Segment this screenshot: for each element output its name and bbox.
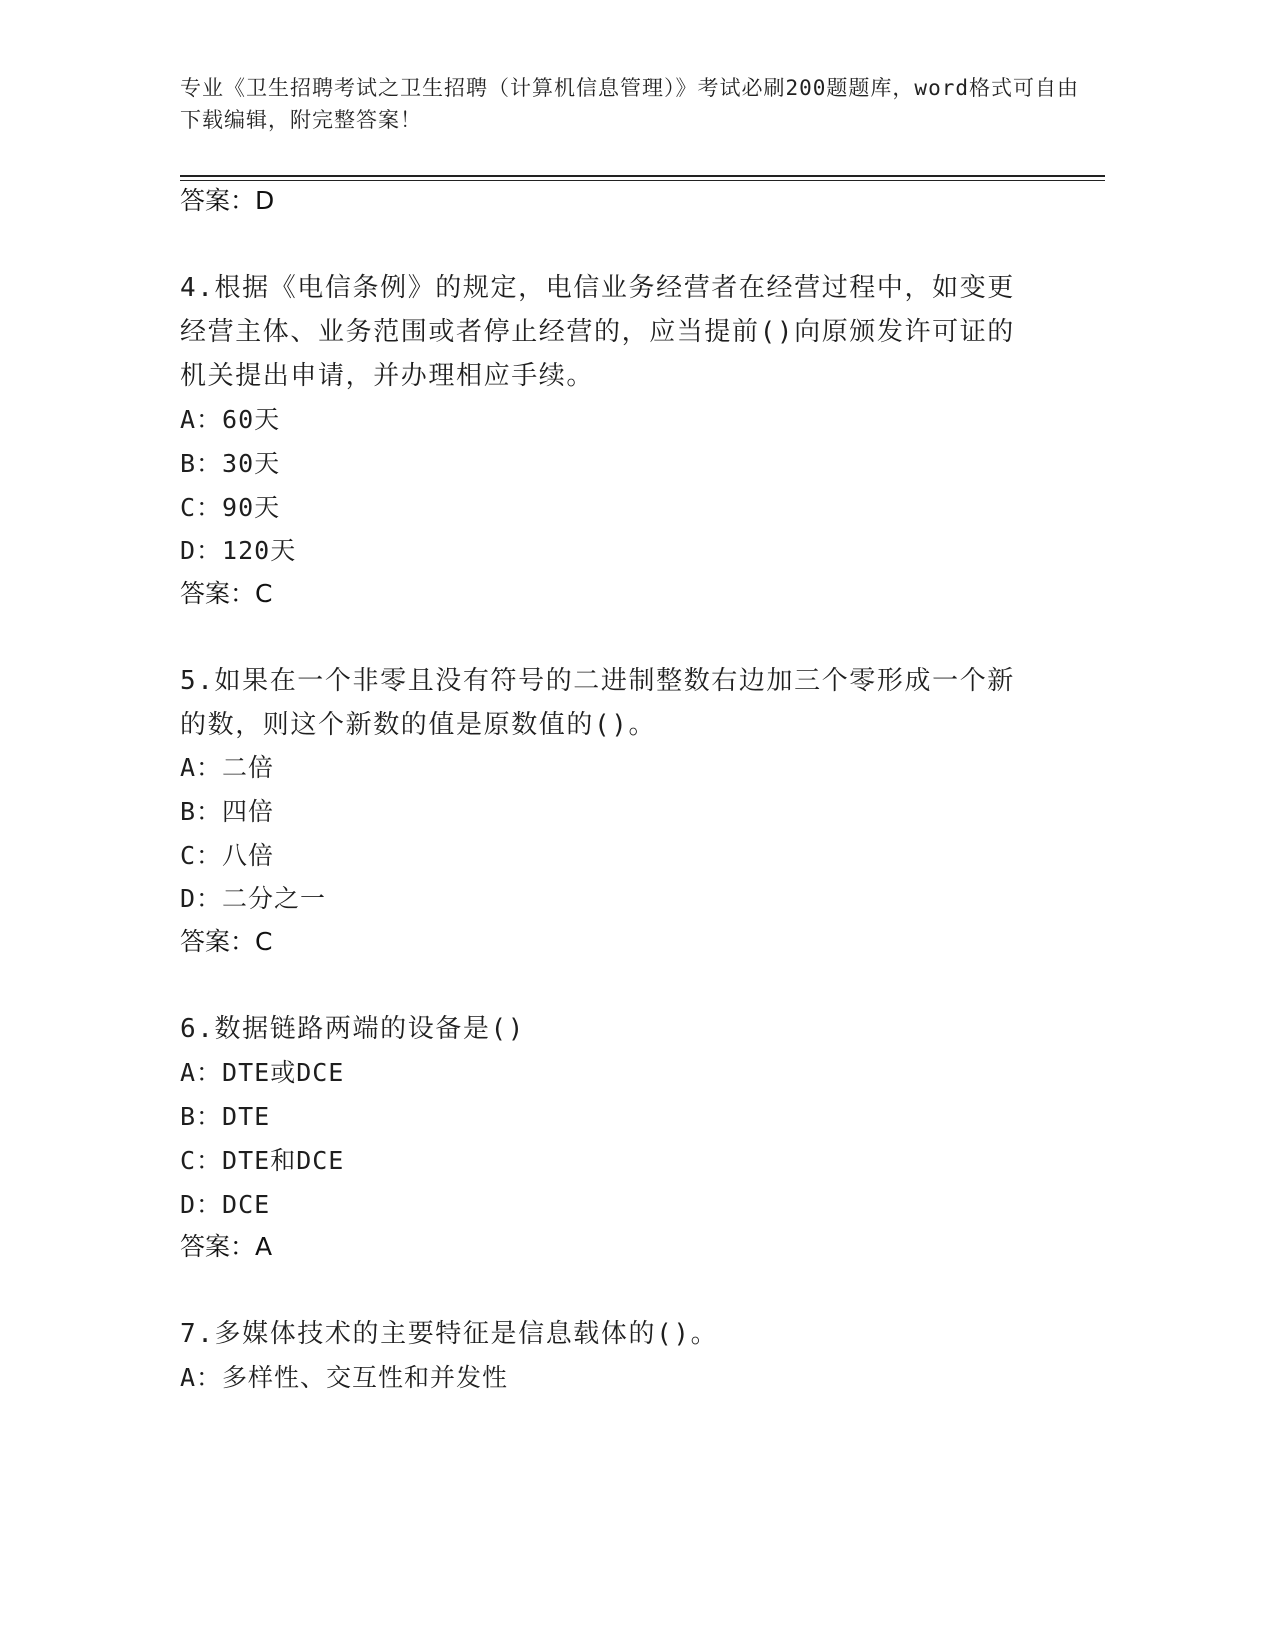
question-4-option-d: D：120天 xyxy=(180,536,297,565)
question-6-option-a: A：DTE或DCE xyxy=(180,1058,345,1087)
question-5-option-b: B：四倍 xyxy=(180,797,275,826)
question-4-option-c: C：90天 xyxy=(180,493,281,522)
question-6-answer: 答案：A xyxy=(180,1232,273,1261)
question-4-option-a: A：60天 xyxy=(180,405,281,434)
page-header xyxy=(180,72,1080,136)
question-4-option-b: B：30天 xyxy=(180,449,281,478)
question-7-option-a: A：多样性、交互性和并发性 xyxy=(180,1363,509,1392)
question-7-stem: 7.多媒体技术的主要特征是信息载体的()。 xyxy=(180,1319,719,1349)
question-6-option-d: D：DCE xyxy=(180,1190,271,1219)
question-6-stem: 6.数据链路两端的设备是() xyxy=(180,1014,526,1044)
header-title: 专业《卫生招聘考试之卫生招聘（计算机信息管理）》考试必刷200题题库，word格式可自由下载编辑，附完整答案！ xyxy=(180,76,1079,132)
question-6-option-c: C：DTE和DCE xyxy=(180,1146,345,1175)
question-5-option-d: D：二分之一 xyxy=(180,884,327,913)
question-6-option-b: B：DTE xyxy=(180,1102,271,1131)
question-5-option-c: C：八倍 xyxy=(180,841,275,870)
question-5-stem: 5.如果在一个非零且没有符号的二进制整数右边加三个零形成一个新的数，则这个新数的值是原数值的()。 xyxy=(180,666,1015,740)
question-4-stem: 4.根据《电信条例》的规定，电信业务经营者在经营过程中，如变更经营主体、业务范围或者停止经营的，应当提前()向原颁发许可证的机关提出申请，并办理相应手续。 xyxy=(180,273,1015,391)
header-divider-thin xyxy=(180,180,1105,181)
header-divider-thick xyxy=(180,175,1105,177)
question-5-answer: 答案：C xyxy=(180,927,273,956)
previous-answer: 答案：D xyxy=(180,186,275,215)
question-5-option-a: A：二倍 xyxy=(180,753,275,782)
question-4-answer: 答案：C xyxy=(180,579,273,608)
